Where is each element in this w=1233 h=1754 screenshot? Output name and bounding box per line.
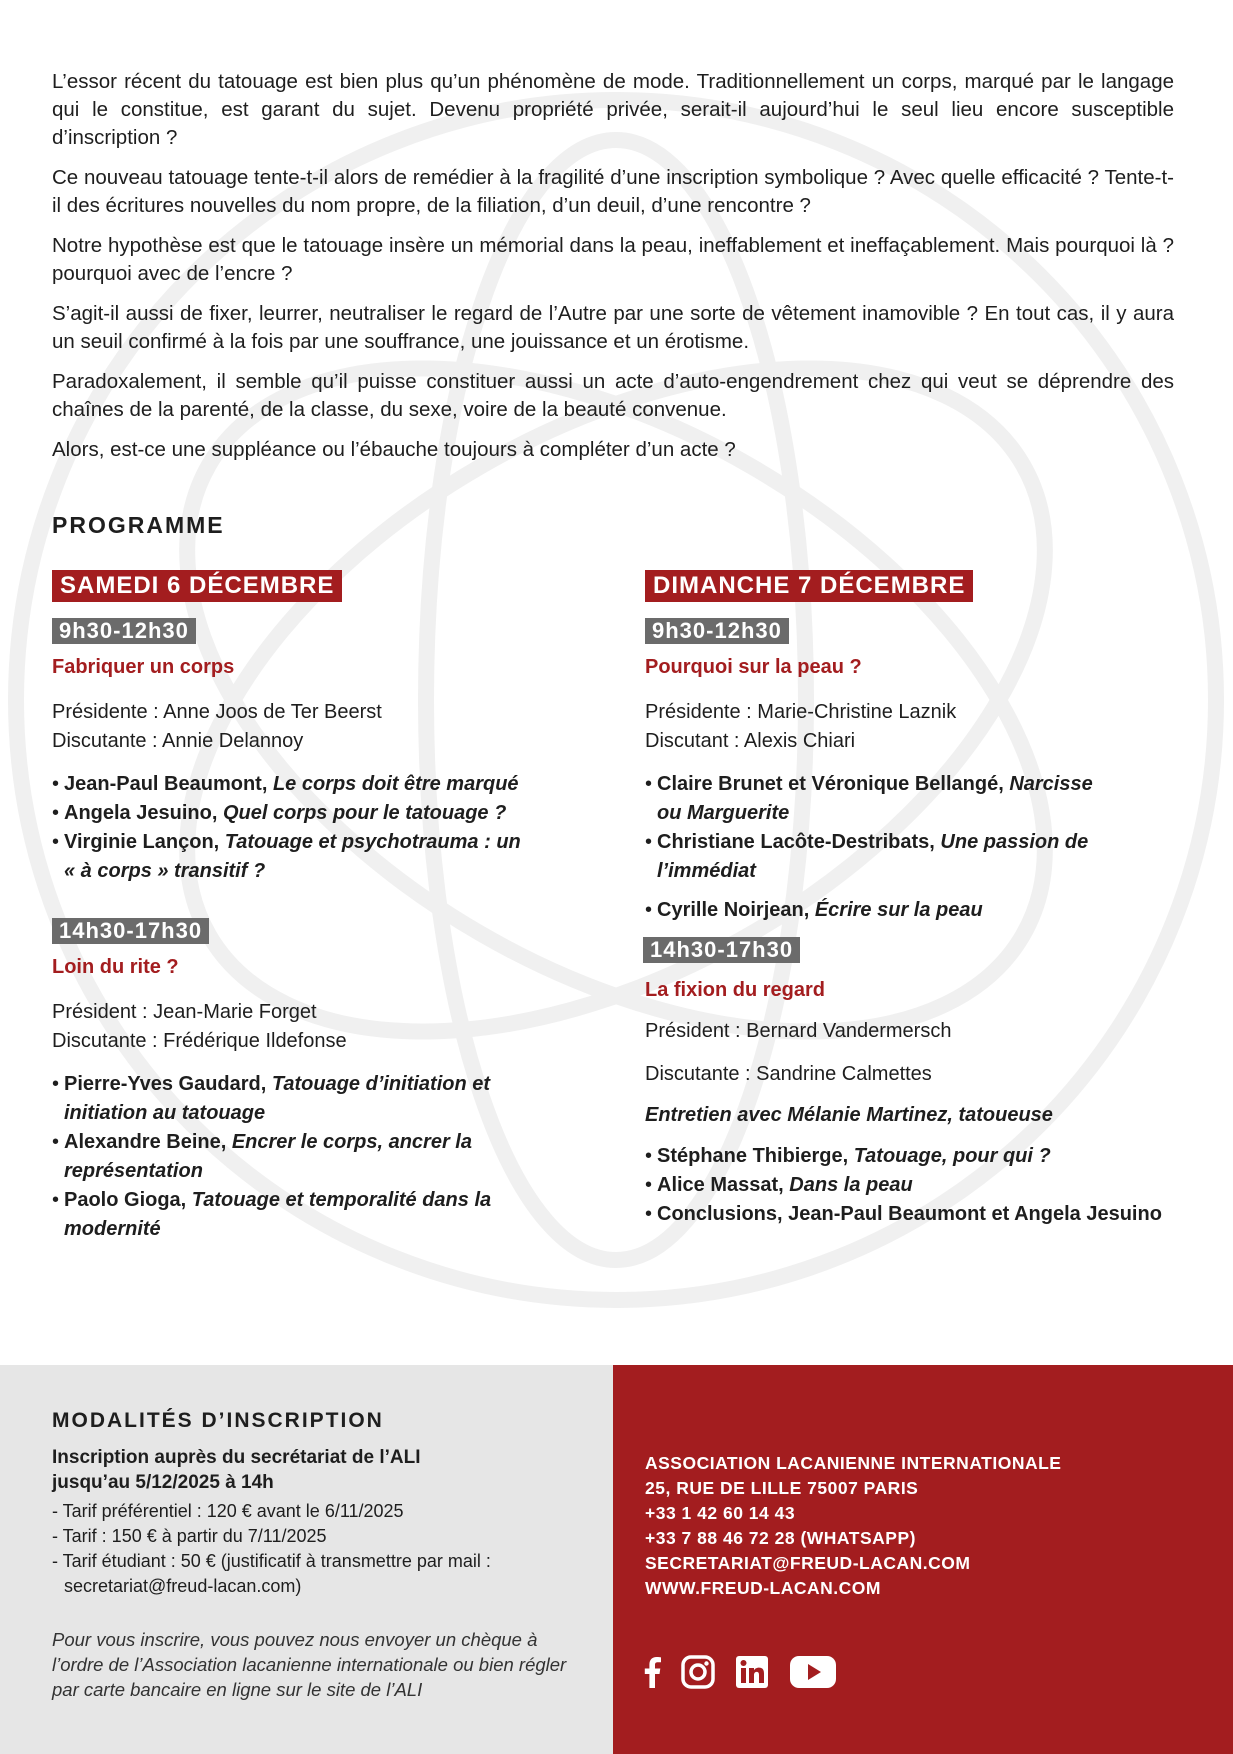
talk-item: • Stéphane Thibierge, Tatouage, pour qui ? [645, 1142, 1205, 1171]
session-title: Loin du rite ? [52, 956, 179, 978]
talk-item: • Alexandre Beine, Encrer le corps, ancrer la représentation [52, 1128, 522, 1186]
discussant: Discutante : Annie Delannoy [52, 730, 304, 752]
registration-subtitle-line: Inscription auprès du secrétariat de l’ALI [52, 1447, 421, 1468]
session-roles [645, 698, 1205, 756]
programme-heading: PROGRAMME [52, 512, 225, 538]
registration-title: MODALITÉS D’INSCRIPTION [52, 1409, 384, 1432]
org-address: 25, RUE DE LILLE 75007 PARIS [645, 1478, 919, 1498]
tarif-line: - Tarif préférentiel : 120 € avant le 6/11/2025 [52, 1501, 404, 1521]
chair: Présidente : Anne Joos de Ter Beerst [52, 701, 382, 723]
contact-info [645, 1451, 1061, 1601]
talk-list [52, 770, 612, 886]
time-badge: 9h30-12h30 [645, 618, 789, 644]
talk-item: • Christiane Lacôte-Destribats, Une passion de l’immédiat [645, 828, 1095, 886]
contact-panel [613, 1365, 1233, 1754]
talk-list [645, 1142, 1205, 1229]
intro-paragraph: S’agit-il aussi de fixer, leurrer, neutraliser le regard de l’Autre par une sorte de vêtement inamovible ? En tout cas, il y aura un seuil confirmé à la fois par une souffrance, une jouissance et un érotisme. [52, 302, 1174, 353]
chair: Président : Jean-Marie Forget [52, 1001, 317, 1023]
whatsapp-number[interactable]: +33 7 88 46 72 28 (WHATSAPP) [645, 1528, 916, 1548]
facebook-icon[interactable] [643, 1656, 661, 1688]
talk-list [52, 1070, 522, 1244]
talk-item: • Claire Brunet et Véronique Bellangé, Narcisse ou Marguerite [645, 770, 1095, 828]
talk-item: • Jean-Paul Beaumont, Le corps doit être marqué [52, 770, 612, 799]
website-link[interactable]: WWW.FREUD-LACAN.COM [645, 1578, 881, 1598]
talk-list [645, 896, 1205, 925]
registration-note: Pour vous inscrire, vous pouvez nous envoyer un chèque à l’ordre de l’Association lacanienne internationale ou bien régler par carte bancaire en ligne sur le site de l’ALI [52, 1629, 567, 1700]
session-title: La fixion du regard [645, 979, 826, 1001]
talk-list [645, 770, 1095, 886]
chair: Présidente : Marie-Christine Laznik [645, 701, 957, 723]
org-name: ASSOCIATION LACANIENNE INTERNATIONALE [645, 1453, 1062, 1473]
intro-paragraph: Alors, est-ce une suppléance ou l’ébauche toujours à compléter d’un acte ? [52, 438, 736, 461]
time-badge: 14h30-17h30 [643, 937, 800, 963]
talk-item: • Angela Jesuino, Quel corps pour le tatouage ? [52, 799, 612, 828]
registration-deadline: jusqu’au 5/12/2025 à 14h [52, 1472, 274, 1493]
registration-panel [0, 1365, 613, 1754]
phone-number[interactable]: +33 1 42 60 14 43 [645, 1503, 796, 1523]
youtube-icon[interactable] [789, 1655, 837, 1689]
session-title: Pourquoi sur la peau ? [645, 656, 862, 678]
talk-item: • Virginie Lançon, Tatouage et psychotrauma : un « à corps » transitif ? [52, 828, 534, 886]
saturday-column [52, 570, 612, 1244]
email-link[interactable]: SECRETARIAT@FREUD-LACAN.COM [645, 1553, 971, 1573]
time-badge: 9h30-12h30 [52, 618, 196, 644]
talk-item: • Cyrille Noirjean, Écrire sur la peau [645, 896, 1205, 925]
talk-item: • Alice Massat, Dans la peau [645, 1171, 1205, 1200]
linkedin-icon[interactable] [735, 1655, 769, 1689]
intro-paragraph: Paradoxalement, il semble qu’il puisse constituer aussi un acte d’auto-engendrement chez qui veut se déprendre des chaînes de la parenté, de la classe, du sexe, voire de la beauté convenue. [52, 370, 1174, 421]
registration-subtitle [52, 1445, 572, 1495]
discussant: Discutant : Alexis Chiari [645, 730, 856, 752]
instagram-icon[interactable] [681, 1655, 715, 1689]
talk-item: • Conclusions, Jean-Paul Beaumont et Angela Jesuino [645, 1200, 1205, 1229]
session-title: Fabriquer un corps [52, 656, 235, 678]
sunday-column [645, 570, 1205, 1229]
session-roles [52, 698, 612, 756]
day-badge-saturday: SAMEDI 6 DÉCEMBRE [52, 570, 342, 602]
talk-item: • Pierre-Yves Gaudard, Tatouage d’initiation et initiation au tatouage [52, 1070, 522, 1128]
session-roles [645, 1017, 1205, 1089]
session-roles [52, 998, 612, 1056]
discussant: Discutante : Sandrine Calmettes [645, 1063, 932, 1085]
tarif-line: - Tarif : 150 € à partir du 7/11/2025 [52, 1526, 327, 1546]
tarif-line: - Tarif étudiant : 50 € (justificatif à transmettre par mail : [52, 1551, 491, 1571]
talk-item: • Paolo Gioga, Tatouage et temporalité dans la modernité [52, 1186, 522, 1244]
chair: Président : Bernard Vandermersch [645, 1020, 952, 1042]
day-badge-sunday: DIMANCHE 7 DÉCEMBRE [645, 570, 973, 602]
social-links [643, 1655, 857, 1689]
intro-paragraph: L’essor récent du tatouage est bien plus qu’un phénomène de mode. Traditionnellement un corps, marqué par le langage qui le constitue, est garant du sujet. Devenu propriété privée, serait-il aujourd’hui le seul lieu encore susceptible d’inscription ? [52, 70, 1174, 149]
interview-line: Entretien avec Mélanie Martinez, tatoueuse [645, 1104, 1053, 1126]
intro-paragraph: Ce nouveau tatouage tente-t-il alors de remédier à la fragilité d’une inscription symbolique ? Avec quelle efficacité ? Tente-t-il des écritures nouvelles du nom propre, de la filiation, d’un deuil, d’une rencontre ? [52, 166, 1174, 217]
tarif-list [52, 1499, 572, 1599]
tarif-email-link[interactable]: secretariat@freud-lacan.com) [64, 1576, 302, 1596]
intro-text [52, 68, 1174, 476]
intro-paragraph: Notre hypothèse est que le tatouage insère un mémorial dans la peau, ineffablement et ineffaçablement. Mais pourquoi là ? pourquoi avec de l’encre ? [52, 234, 1174, 285]
time-badge: 14h30-17h30 [52, 918, 209, 944]
discussant: Discutante : Frédérique Ildefonse [52, 1030, 347, 1052]
